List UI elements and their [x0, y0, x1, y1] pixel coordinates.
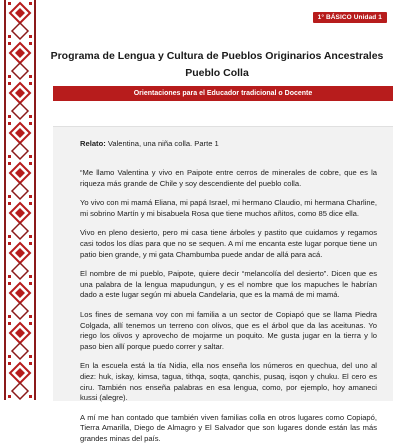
- story-title: [80, 139, 377, 149]
- story-paragraph: Vivo en pleno desierto, pero mi casa tiene árboles y pastito que cuidamos y regamos casi todos los días para que no se sequen. A mí me encanta este lugar porque tiene un patio bien grande, y mi gata Chambumba puede andar de allá para acá.: [80, 228, 377, 259]
- decorative-border: [0, 0, 40, 400]
- grade-unit-badge: 1° BÁSICO Unidad 1: [313, 12, 387, 23]
- story-paragraph: A mí me han contado que también viven familias colla en otros lugares como Copiapó, Tierra Amarilla, Diego de Almagro y El Salvador que son lugares donde están las más grandes minas del país.: [80, 412, 377, 443]
- story-paragraph: Los fines de semana voy con mi familia a un sector de Copiapó que se llama Piedra Colgada, allí tenemos un terreno con olivos, que es el árbol que da las aceitunas. Yo riego los olivos y aprovecho de mojarme un poquito. Me gusta jugar en la tierra y lo paso bien allí porque puedo correr y saltar.: [80, 309, 377, 351]
- story-title-text: Valentina, una niña colla. Parte 1: [105, 139, 219, 148]
- program-title: Programa de Lengua y Cultura de Pueblos Originarios Ancestrales: [50, 50, 384, 62]
- story-panel: [53, 126, 393, 443]
- story-paragraph: Yo vivo con mi mamá Eliana, mi papá Israel, mi hermano Claudio, mi hermana Charline, mi sobrino Martín y mi bisabuela Rosa que tiene muchos añitos, como 85 dice ella.: [80, 198, 377, 218]
- story-paragraph: “Me llamo Valentina y vivo en Paipote entre cerros de minerales de cobre, que es la riqueza más grande de Chile y soy descendiente del pueblo colla.: [80, 168, 377, 188]
- story-paragraph: En la escuela está la tía Nidia, ella nos enseña los números en quechua, del uno al diez: huk, iskay, kimsa, tagua, tithqa, soqta, qanchis, pusaq, isqon y chuku. El cero es ciru. También nos enseña palabras en esa lengua, como, por ejemplo, hoy amaneci kussi (alegre).: [80, 361, 377, 403]
- story-title-label: Relato:: [80, 139, 106, 148]
- orientation-bar: Orientaciones para el Educador tradicional o Docente: [53, 86, 393, 101]
- people-title: Pueblo Colla: [185, 67, 249, 79]
- story-paragraph: El nombre de mi pueblo, Paipote, quiere decir “melancolía del desierto”. Dicen que es una palabra de la lengua mapudungun, y es el nombre que los mapuches le habrían dado a este lugar según mi abuela Candelaria, que es la mamá de mi mamá.: [80, 269, 377, 300]
